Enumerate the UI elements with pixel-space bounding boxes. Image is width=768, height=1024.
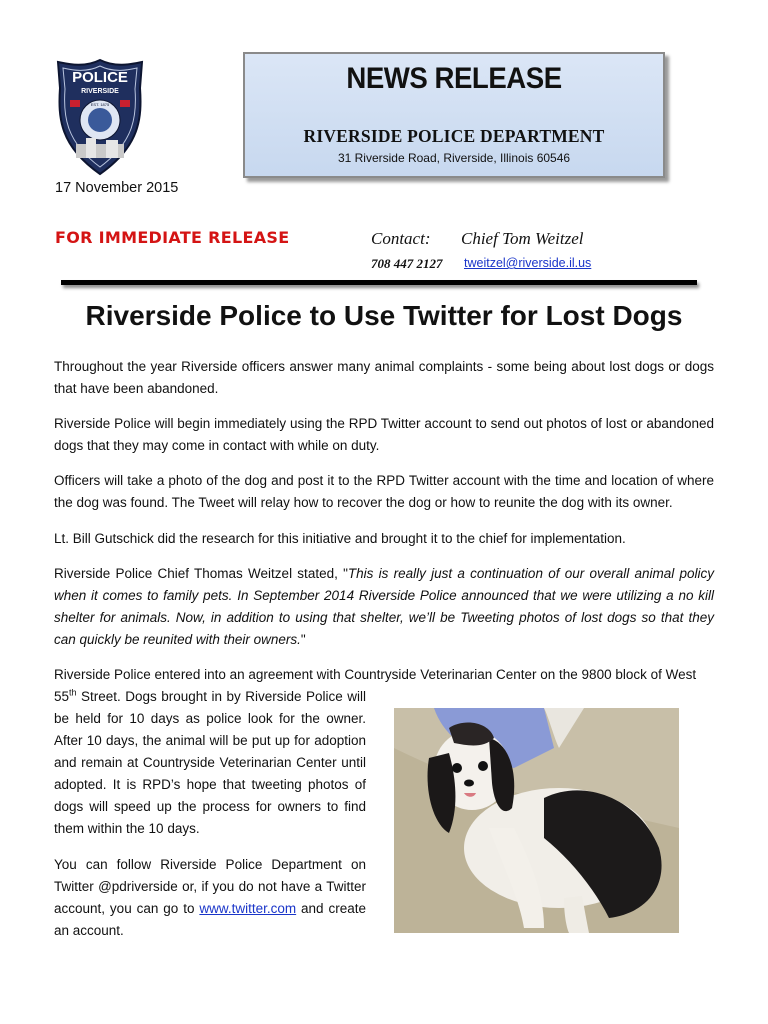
- paragraph-6: [54, 686, 366, 840]
- department-address: 31 Riverside Road, Riverside, Illinois 60546: [337, 151, 571, 165]
- contact-phone: 708 447 2127: [371, 256, 443, 271]
- department-name: RIVERSIDE POLICE DEPARTMENT: [303, 126, 605, 146]
- immediate-release-label: FOR IMMEDIATE RELEASE: [55, 228, 290, 247]
- police-badge-logo: [56, 58, 144, 176]
- paragraph-6-line1: Riverside Police entered into an agreement with Countryside Veterinarian Center on the 9800 block of West: [54, 667, 697, 682]
- paragraph-2: Riverside Police will begin immediately using the RPD Twitter account to send out photos of lost or abandoned dogs that they may come in contact with while on duty.: [54, 416, 714, 453]
- divider-rule: [61, 280, 697, 285]
- paragraph-4: Lt. Bill Gutschick did the research for this initiative and brought it to the chief for implementation.: [54, 531, 626, 546]
- street-number: 55: [54, 689, 70, 704]
- headline: Riverside Police to Use Twitter for Lost Dogs: [85, 300, 683, 331]
- paragraph-5-quote: [54, 563, 714, 651]
- paragraph-6-text: Street. Dogs brought in by Riverside Police will be held for 10 days as police look for the owner. After 10 days, the animal will be put up for adoption and remain at Countryside Veterinarian Center until adopted. It is RPD’s hope that tweeting photos of dogs will speed up the process for owners to find them within the 10 days.: [54, 689, 366, 836]
- paragraph-7-text-b: and create an account.: [54, 901, 366, 938]
- contact-label: Contact:: [371, 229, 431, 248]
- paragraph-7-text-a: You can follow Riverside Police Department on Twitter @pdriverside or, if you do not have a Twitter account, you can go to: [54, 857, 366, 916]
- news-release-title: NEWS RELEASE: [346, 62, 562, 95]
- svg-text:EST. 1875: EST. 1875: [90, 102, 110, 107]
- twitter-link[interactable]: www.twitter.com: [199, 901, 297, 916]
- street-suffix: th: [69, 687, 77, 698]
- svg-text:POLICE: POLICE: [72, 69, 128, 86]
- release-date: 17 November 2015: [55, 180, 179, 196]
- quote-text: This is really just a continuation of our overall animal policy when it comes to family pets. In September 2014 Riverside Police announced that we were utilizing a no kill shelter for animals. Now, in addition to using that shelter, we’ll be Tweeting photos of lost dogs so that they can quickly be reunited with their owners.: [54, 566, 714, 647]
- dog-photo: [394, 708, 679, 933]
- contact-name: Chief Tom Weitzel: [461, 229, 584, 248]
- paragraph-7: [54, 854, 366, 942]
- quote-close: ": [300, 632, 306, 647]
- news-release-box: [243, 52, 665, 178]
- quote-intro: Riverside Police Chief Thomas Weitzel stated, ": [54, 566, 348, 581]
- paragraph-3: Officers will take a photo of the dog and post it to the RPD Twitter account with the time and location of where the dog was found. The Tweet will relay how to recover the dog or how to reunite the dog with its owner.: [54, 473, 714, 510]
- svg-text:RIVERSIDE: RIVERSIDE: [81, 88, 119, 95]
- contact-email-link[interactable]: tweitzel@riverside.il.us: [464, 256, 592, 270]
- paragraph-1: Throughout the year Riverside officers answer many animal complaints - some being about lost dogs or dogs that have been abandoned.: [54, 359, 714, 396]
